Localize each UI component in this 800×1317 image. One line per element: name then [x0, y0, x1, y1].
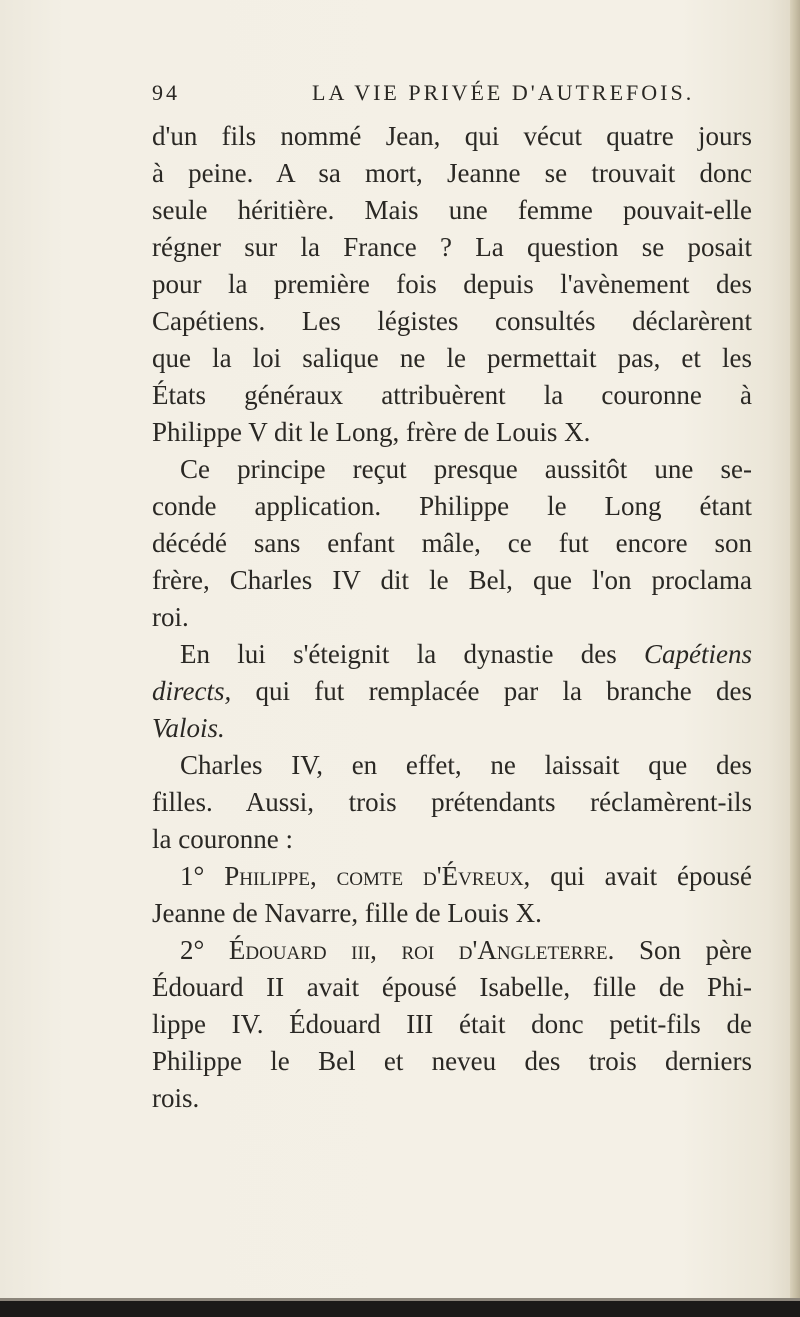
- text-line: filles. Aussi, trois prétendants réclamèrent-ils: [152, 787, 752, 817]
- text-line: que la loi salique ne le permettait pas, et les: [152, 343, 752, 373]
- list-item-line: [152, 858, 752, 895]
- paragraph-start-line: [152, 636, 752, 673]
- text-line: Capétiens. Les légistes consultés déclarèrent: [152, 306, 752, 336]
- text-line: Philippe le Bel et neveu des trois derniers: [152, 1046, 752, 1076]
- text-line: régner sur la France ? La question se posait: [152, 232, 752, 262]
- list-number: 1°: [180, 861, 225, 891]
- small-caps-name: Édouard iii, roi d'Angleterre.: [228, 935, 615, 965]
- list-item-line: [152, 932, 752, 969]
- text-line: la couronne :: [152, 824, 293, 854]
- text-line: roi.: [152, 602, 189, 632]
- text-line: pour la première fois depuis l'avènement des: [152, 269, 752, 299]
- text-line: États généraux attribuèrent la couronne à: [152, 380, 752, 410]
- text-line: seule héritière. Mais une femme pouvait-elle: [152, 195, 752, 225]
- list-number: 2°: [180, 935, 229, 965]
- text-line: lippe IV. Édouard III était donc petit-fils de: [152, 1009, 752, 1039]
- text-line: conde application. Philippe le Long étant: [152, 491, 752, 521]
- small-caps-name: Philippe, comte d'Évreux,: [224, 861, 531, 891]
- text-line: [152, 710, 752, 747]
- text-line: [152, 673, 752, 710]
- page-bottom-edge: [0, 1301, 800, 1317]
- italic-term: directs,: [152, 676, 232, 706]
- text-line: rois.: [152, 1083, 200, 1113]
- text-segment: En lui s'éteignit la dynastie des: [180, 639, 644, 669]
- text-line: d'un fils nommé Jean, qui vécut quatre jours: [152, 121, 752, 151]
- italic-term: Capétiens: [644, 639, 752, 669]
- italic-term: Valois.: [152, 713, 225, 743]
- paragraph-start-line: Ce principe reçut presque aussitôt une se-: [180, 454, 752, 484]
- text-line: à peine. A sa mort, Jeanne se trouvait donc: [152, 158, 752, 188]
- text-segment: Son père: [614, 935, 752, 965]
- page-number: 94: [152, 80, 180, 105]
- text-segment: qui fut remplacée par la branche des: [231, 676, 752, 706]
- paragraph-start-line: Charles IV, en effet, ne laissait que des: [180, 750, 752, 780]
- page-edge-shadow: [790, 0, 800, 1317]
- text-line: Édouard II avait épousé Isabelle, fille de Phi-: [152, 972, 752, 1002]
- running-head-title: LA VIE PRIVÉE D'AUTREFOIS.: [312, 80, 695, 105]
- body-text: [152, 118, 752, 1117]
- running-head: [152, 80, 772, 110]
- text-segment: qui avait épousé: [530, 861, 752, 891]
- text-line: décédé sans enfant mâle, ce fut encore son: [152, 528, 752, 558]
- text-line: Philippe V dit le Long, frère de Louis X.: [152, 417, 591, 447]
- text-line: frère, Charles IV dit le Bel, que l'on proclama: [152, 565, 752, 595]
- text-line: Jeanne de Navarre, fille de Louis X.: [152, 898, 542, 928]
